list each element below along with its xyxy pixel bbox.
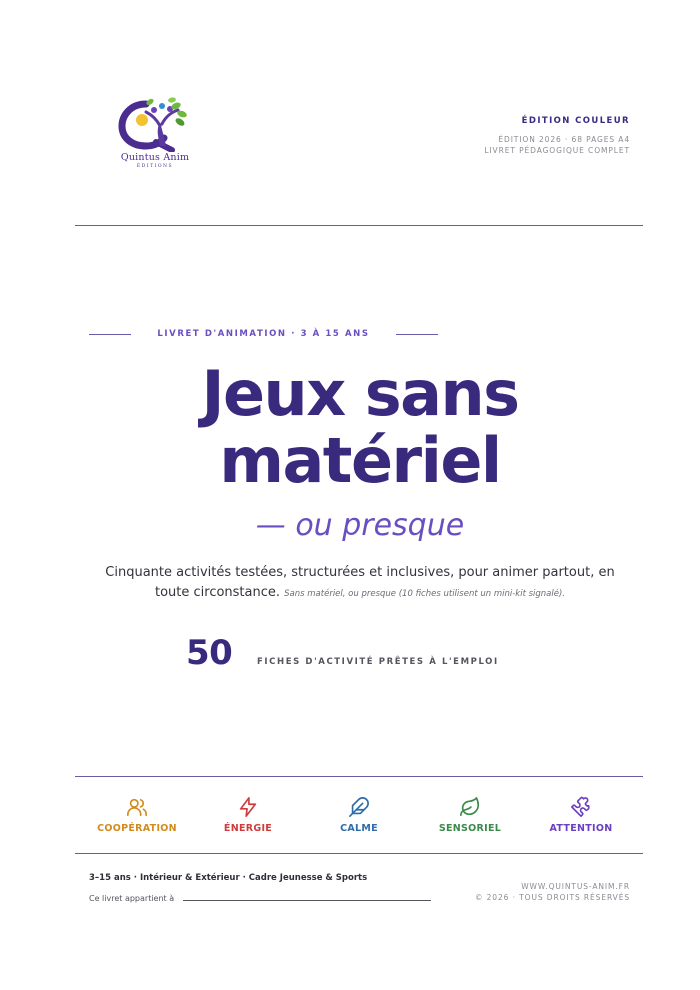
puzzle-icon	[570, 796, 592, 818]
category-calme	[304, 796, 414, 834]
category-energie	[193, 796, 303, 834]
edition-label: ÉDITION COULEUR	[521, 116, 630, 126]
tree-q-logo-icon	[116, 96, 194, 152]
category-label: CALME	[340, 823, 378, 834]
kicker-rule-right	[396, 334, 438, 335]
title-line-2: matériel	[219, 424, 501, 497]
logo-wordmark: Quintus Anim	[120, 152, 190, 163]
footer-right	[475, 881, 630, 903]
category-label: ATTENTION	[549, 823, 613, 834]
kicker	[89, 327, 438, 341]
divider	[75, 853, 643, 854]
owner-blank-line[interactable]	[183, 900, 431, 901]
activity-count: 50	[186, 633, 233, 673]
kicker-text: LIVRET D'ANIMATION · 3 À 15 ANS	[157, 329, 370, 339]
publisher-logo	[108, 96, 202, 172]
category-label: SENSORIEL	[438, 823, 502, 834]
title-line-1: Jeux sans	[201, 357, 519, 430]
copyright: © 2026 · TOUS DROITS RÉSERVÉS	[474, 893, 630, 902]
footer-left	[89, 873, 431, 903]
owner-field[interactable]	[89, 894, 431, 903]
intro-text: Cinquante activités testées, structurées et inclusives, pour animer partout, en toute circonstance.	[105, 565, 615, 600]
category-attention	[526, 796, 636, 834]
leaf-icon	[459, 796, 481, 818]
audience-tags: 3–15 ans · Intérieur & Extérieur · Cadre Jeunesse & Sports	[89, 873, 368, 883]
category-label: ÉNERGIE	[223, 823, 273, 834]
owner-label: Ce livret appartient à	[89, 894, 175, 903]
edition-info	[484, 116, 630, 156]
divider	[75, 776, 643, 777]
category-cooperation	[82, 796, 192, 834]
divider	[75, 225, 643, 226]
website-link[interactable]: WWW.QUINTUS-ANIM.FR	[521, 882, 630, 891]
intro-paragraph	[100, 563, 620, 604]
edition-meta-line: LIVRET PÉDAGOGIQUE COMPLET	[484, 146, 630, 155]
feather-icon	[348, 796, 370, 818]
users-icon	[126, 796, 148, 818]
edition-meta-line: ÉDITION 2026 · 68 PAGES A4	[498, 135, 630, 144]
category-label: COOPÉRATION	[97, 823, 177, 834]
lightning-icon	[237, 796, 259, 818]
logo-subtitle: ÉDITIONS	[136, 164, 174, 169]
subtitle: — ou presque	[255, 508, 465, 543]
category-sensoriel	[415, 796, 525, 834]
activity-count-label: FICHES D'ACTIVITÉ PRÊTES À L'EMPLOI	[257, 657, 499, 667]
intro-note: Sans matériel, ou presque (10 fiches utilisent un mini-kit signalé).	[284, 589, 566, 599]
